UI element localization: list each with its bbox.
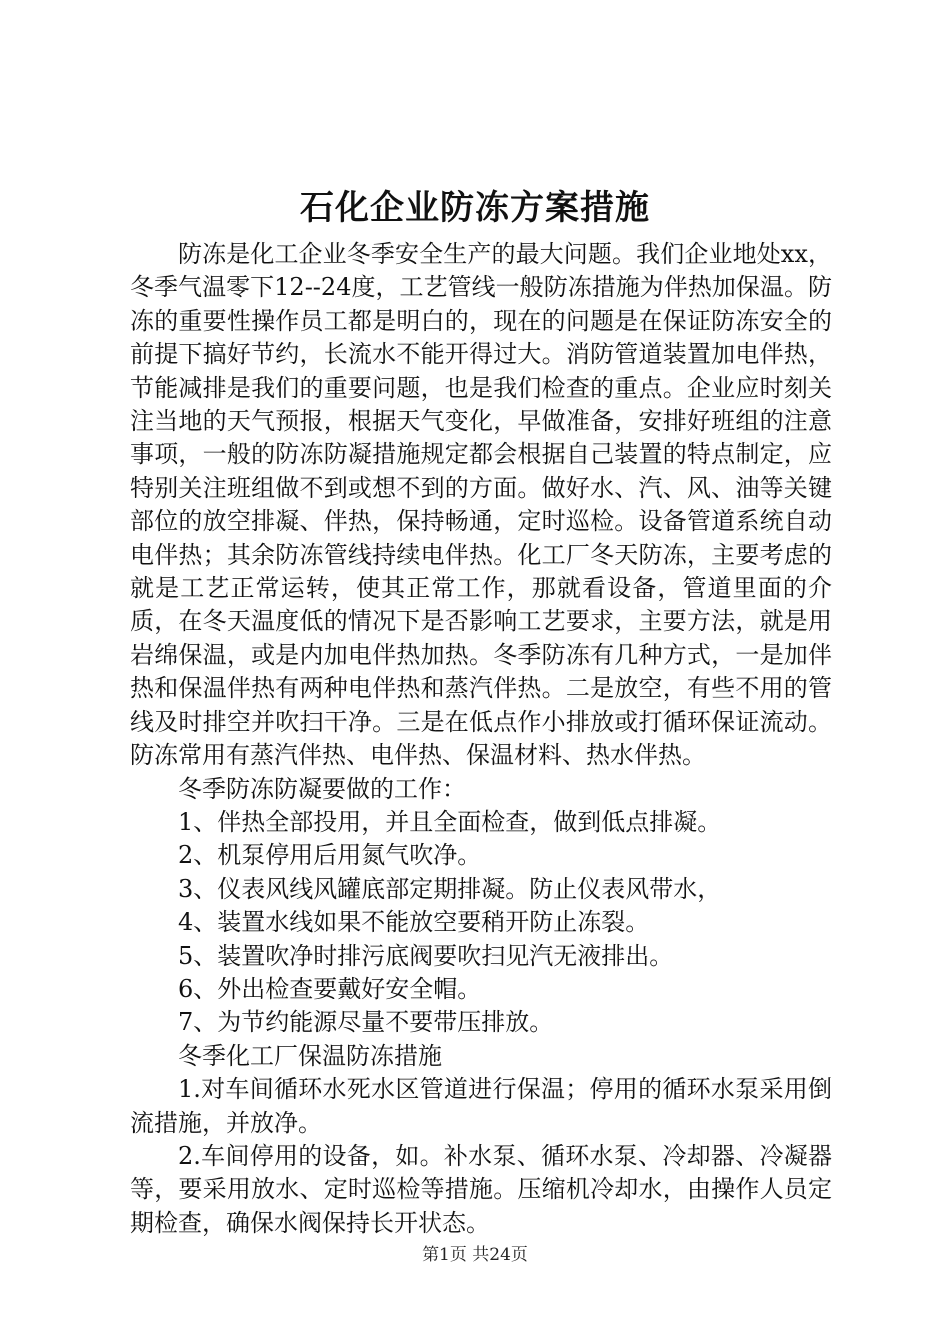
list-item: 1、伴热全部投用，并且全面检查，做到低点排凝。	[178, 807, 722, 836]
list-item: 5、装置吹净时排污底阀要吹扫见汽无液排出。	[178, 941, 674, 970]
paragraph-section-heading: 冬季防冻防凝要做的工作：	[178, 774, 466, 803]
list-item: 2.车间停用的设备，如。补水泵、循环水泵、冷却器、冷凝器等，要采用放水、定时巡检等措施。压缩机冷却水，由操作人员定期检查，确保水阀保持长开状态。	[130, 1141, 832, 1237]
list-item: 6、外出检查要戴好安全帽。	[178, 974, 482, 1003]
document-title: 石化企业防冻方案措施	[300, 188, 650, 228]
list-item: 3、仪表风线风罐底部定期排凝。防止仪表风带水，	[178, 874, 722, 903]
page-footer: 第1页 共24页	[422, 1245, 528, 1265]
list-item: 4、装置水线如果不能放空要稍开防止冻裂。	[178, 908, 650, 937]
paragraph-intro: 防冻是化工企业冬季安全生产的最大问题。我们企业地处xx，冬季气温零下12--24度，工艺管线一般防冻措施为伴热加保温。防冻的重要性操作员工都是明白的，现在的问题是在保证防冻安全的前提下搞好节约，长流水不能开得过大。消防管道装置加电伴热，节能减排是我们的重要问题，也是我们检查的重点。企业应时刻关注当地的天气预报，根据天气变化，早做准备，安排好班组的注意事项，一般的防冻防凝措施规定都会根据自己装置的特点制定，应特别关注班组做不到或想不到的方面。做好水、汽、风、油等关键部位的放空排凝、伴热，保持畅通，定时巡检。设备管道系统自动电伴热；其余防冻管线持续电伴热。化工厂冬天防冻，主要考虑的就是工艺正常运转，使其正常工作，那就看设备，管道里面的介质，在冬天温度低的情况下是否影响工艺要求，主要方法，就是用岩绵保温，或是内加电伴热加热。冬季防冻有几种方式，一是加伴热和保温伴热有两种电伴热和蒸汽伴热。二是放空，有些不用的管线及时排空并吹扫干净。三是在低点作小排放或打循环保证流动。防冻常用有蒸汽伴热、电伴热、保温材料、热水伴热。	[130, 240, 832, 770]
list-item: 2、机泵停用后用氮气吹净。	[178, 841, 482, 870]
document-body	[130, 238, 832, 1240]
paragraph-section-heading: 冬季化工厂保温防冻措施	[178, 1041, 442, 1070]
list-item: 7、为节约能源尽量不要带压排放。	[178, 1008, 554, 1037]
list-item: 1.对车间循环水死水区管道进行保温；停用的循环水泵采用倒流措施，并放净。	[130, 1075, 832, 1137]
